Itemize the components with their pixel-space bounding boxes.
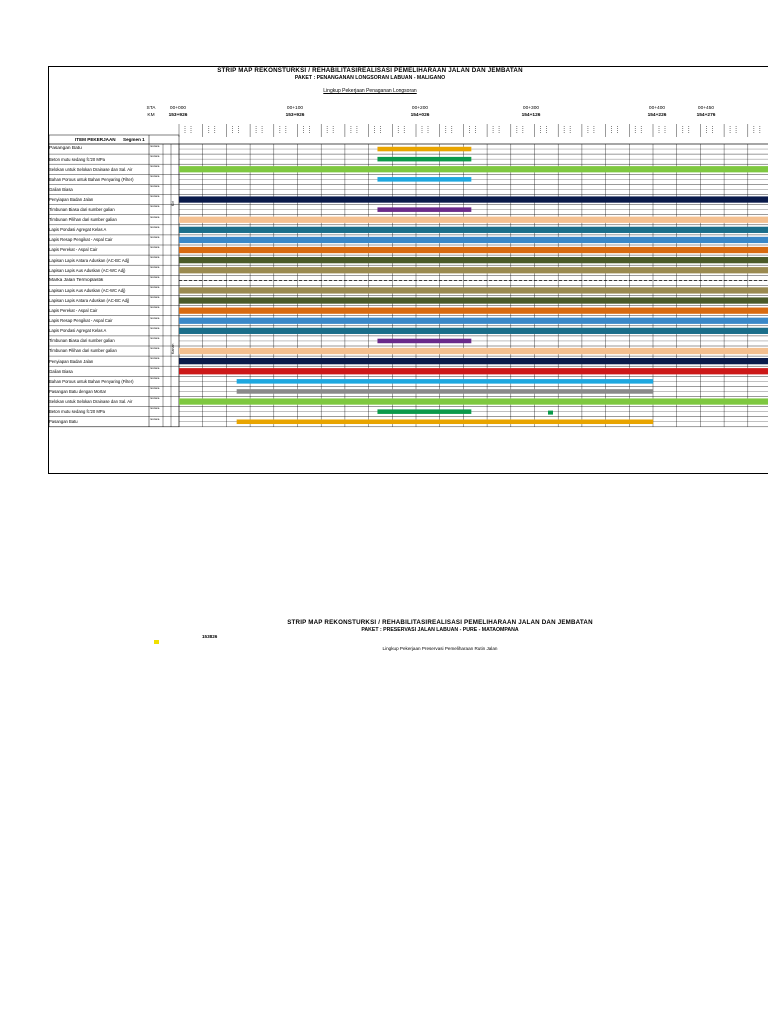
work-item-sub: rencana	[150, 306, 160, 310]
work-item-label: Penyiapan Badan Jalan	[49, 358, 94, 364]
strip-map-title-2: STRIP MAP REKONSTURKSI / REHABILITASIREALISASI PEMELIHARAAN JALAN DAN JEMBATAN	[287, 619, 593, 626]
work-item-label: Timbunan Biasa dari sumber galian	[49, 207, 115, 212]
work-item-label: Lapisan Lapis Aus Aduskan (AC-WC Adj)	[49, 267, 126, 273]
work-item-sub: rencana	[150, 346, 160, 350]
work-bar	[237, 389, 654, 394]
work-bar	[237, 419, 654, 424]
station-sta: 00+300	[522, 106, 540, 111]
header-segmen: Segmen 1	[123, 137, 145, 142]
header-item: ITEM PEKERJAAN	[75, 137, 116, 142]
work-item-sub: rencana	[150, 235, 160, 239]
work-item-label: Timbunan Pilihan dari sumber galian	[49, 217, 117, 223]
work-item-sub: rencana	[150, 225, 160, 229]
work-item-sub: rencana	[150, 154, 160, 158]
work-item-sub: rencana	[150, 296, 160, 300]
work-bar	[377, 409, 471, 414]
work-item-sub: rencana	[150, 356, 160, 360]
work-bar	[179, 368, 768, 374]
work-bar	[377, 157, 471, 162]
work-bar	[377, 207, 471, 212]
work-item-sub: rencana	[150, 255, 160, 259]
km-label: KM	[147, 113, 155, 118]
work-item-sub: rencana	[150, 276, 160, 280]
work-bar	[179, 267, 768, 273]
work-bar	[179, 257, 768, 263]
work-item-label: Timbunan Pilihan dari sumber galian	[49, 348, 117, 354]
work-bar	[179, 308, 768, 314]
work-item-label: Pasangan Batu	[49, 419, 78, 425]
work-bar	[377, 177, 471, 182]
work-item-sub: rencana	[150, 205, 160, 209]
station-km: 154+026	[410, 113, 430, 118]
work-item-label: Lapis Pondasi Agregat Kelas A	[49, 328, 107, 334]
km-start-label: 153826	[202, 634, 218, 639]
work-bar	[377, 339, 471, 344]
work-item-sub: rencana	[150, 144, 160, 148]
work-bar	[179, 217, 768, 223]
work-bar	[179, 247, 768, 253]
work-item-label: Marka Jalan Termoplastik	[49, 277, 104, 283]
strip-map-title: STRIP MAP REKONSTURKSI / REHABILITASIREALISASI PEMELIHARAAN JALAN DAN JEMBATAN	[217, 67, 523, 74]
work-bar	[179, 166, 768, 172]
work-item-label: Bahan Porous untuk Bahan Penyaring (Filter)	[49, 176, 134, 182]
work-bar	[179, 227, 768, 233]
work-item-label: Pasangan Batu	[49, 146, 82, 152]
station-sta: 00+000	[169, 106, 187, 111]
work-item-sub: rencana	[150, 316, 160, 320]
side-label-kiri: Kiri	[171, 200, 175, 206]
work-item-sub: rencana	[150, 367, 160, 370]
work-item-label: Beton mutu sedang fc'20 MPa	[49, 409, 105, 414]
work-item-label: Lapis Pondasi Agregat Kelas A	[49, 227, 107, 233]
paket-title: PAKET : PENANGANAN LONGSORAN LABUAN - MALIGANO	[294, 75, 446, 81]
work-item-label: Bahan Porous untuk Bahan Penyaring (Filter)	[49, 378, 134, 384]
work-item-label: Beton mutu sedang fc'20 MPa	[49, 156, 105, 162]
work-item-label: Lapisan Lapis Antara Aduskan (AC-BC Adj)	[49, 297, 130, 303]
work-bar	[179, 297, 768, 303]
station-km: 154+276	[696, 113, 716, 118]
work-item-label: Lapis Resap Pengikat - Aspal Cair	[49, 237, 113, 243]
work-bar	[179, 398, 768, 404]
work-item-sub: rencana	[150, 407, 160, 411]
work-bar	[377, 147, 471, 152]
station-km: 154+126	[521, 113, 541, 118]
station-km: 153+926	[285, 113, 305, 118]
station-km: 154+226	[647, 113, 667, 118]
work-bar	[179, 328, 768, 334]
work-item-label: Timbunan Biasa dari sumber galian	[49, 338, 115, 344]
work-item-sub: rencana	[150, 165, 160, 168]
work-item-label: Lapisan Lapis Antara Aduskan (AC-BC Adj)	[49, 257, 130, 263]
work-item-sub: rencana	[150, 195, 160, 199]
station-sta: 00+100	[286, 106, 304, 111]
work-bar	[179, 196, 768, 202]
paket-title-2: PAKET : PRESERVASI JALAN LABUAN - PURE - MATAOMPANA	[361, 627, 519, 633]
work-item-label: Selokan untuk Selokan Drainase dan Sal. Air	[49, 166, 133, 172]
work-item-label: Lapis Resap Pengikat - Aspal Cair	[49, 318, 113, 324]
work-item-sub: rencana	[150, 245, 160, 249]
work-item-sub: rencana	[150, 377, 160, 381]
work-bar	[179, 358, 768, 364]
work-bar	[179, 237, 768, 243]
station-sta: 00+400	[648, 106, 666, 111]
work-item-sub: rencana	[150, 215, 160, 219]
legend-marker	[154, 640, 159, 644]
work-item-label: Penyiapan Badan Jalan	[49, 196, 94, 202]
work-bar	[179, 348, 768, 354]
work-item-sub: rencana	[150, 326, 160, 330]
work-item-label: Galian Biasa	[49, 368, 73, 374]
work-bar-marker	[548, 411, 553, 415]
station-sta: 00+450	[697, 106, 715, 111]
work-item-label: Selokan untuk Selokan Drainase dan Sal. Air	[49, 398, 133, 404]
work-item-sub: rencana	[150, 185, 160, 189]
work-item-sub: rencana	[150, 417, 160, 421]
work-item-sub: rencana	[150, 387, 160, 391]
work-item-sub: rencana	[150, 175, 160, 179]
lingkup-title: Lingkup Pekerjaan Penaganan Longsoran	[323, 88, 417, 94]
work-item-label: Lapis Perekat - Aspal Cair	[49, 308, 98, 313]
work-item-label: Lapisan Lapis Aus Aduskan (AC-WC Adj)	[49, 287, 126, 293]
work-bar	[179, 318, 768, 324]
station-sta: 00+200	[411, 106, 429, 111]
work-item-sub: rencana	[150, 266, 160, 269]
work-item-sub: rencana	[150, 336, 160, 340]
work-item-sub: rencana	[150, 397, 160, 401]
work-item-sub: rencana	[150, 286, 160, 290]
side-label-kanan: Kanan	[171, 343, 175, 354]
work-item-label: Pasangan Batu dengan Mortar	[49, 388, 107, 394]
station-km: 153+926	[168, 113, 188, 118]
work-bar	[179, 287, 768, 293]
sta-label: STA	[146, 106, 156, 111]
table-header	[49, 136, 149, 144]
work-item-label: Lapis Perekat - Aspal Cair	[49, 247, 98, 253]
work-bar	[237, 379, 654, 384]
work-item-label: Galian Biasa	[49, 186, 73, 192]
lingkup-title-2: Lingkup Pekerjaan Preservasi Pemeliharaan Rutin Jalan	[382, 646, 498, 651]
